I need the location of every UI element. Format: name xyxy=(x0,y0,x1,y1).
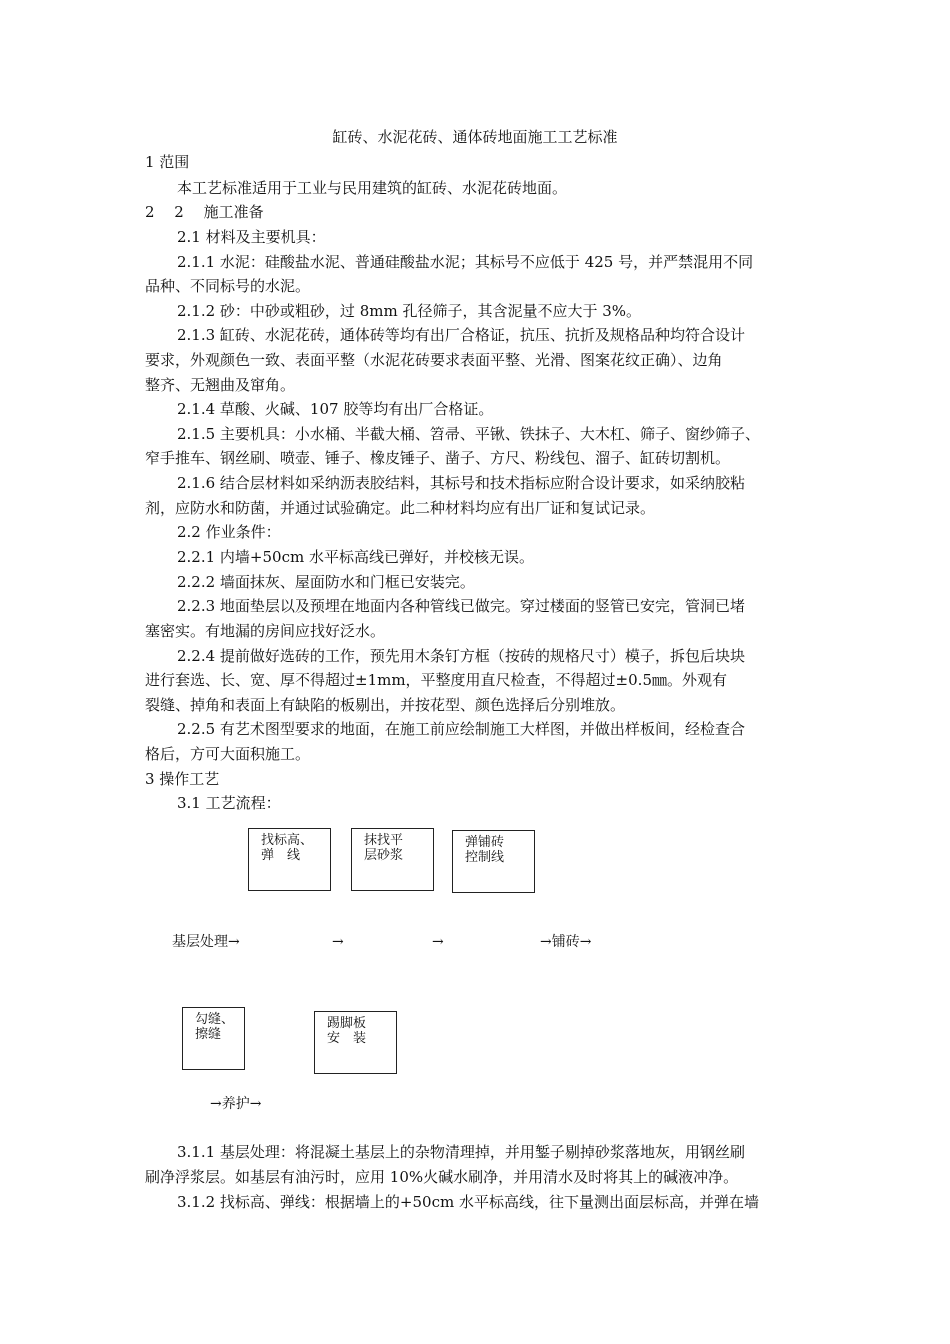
paragraph-line: 2.1.6 结合层材料如采纳沥表胶结料，其标号和技术指标应附合设计要求，如采纳胶粘 xyxy=(177,474,745,492)
paragraph-line: 3.1.1 基层处理：将混凝土基层上的杂物清理掉，并用錾子剔掉砂浆落地灰，用钢丝刷 xyxy=(177,1143,745,1161)
paragraph-line: 3.1.2 找标高、弹线：根据墙上的+50cm 水平标高线，往下量测出面层标高，并弹在墙 xyxy=(177,1193,759,1211)
paragraph-line: 窄手推车、钢丝刷、喷壶、锤子、橡皮锤子、凿子、方尺、粉线包、溜子、缸砖切割机。 xyxy=(145,449,731,467)
doc-title: 缸砖、水泥花砖、通体砖地面施工工艺标准 xyxy=(332,128,618,146)
paragraph-line: 剂，应防水和防菌，并通过试验确定。此二种材料均应有出厂证和复试记录。 xyxy=(145,499,656,517)
paragraph-line: 要求，外观颜色一致、表面平整（水泥花砖要求表面平整、光滑、图案花纹正确）、边角 xyxy=(145,351,723,369)
paragraph-line: 格后，方可大面积施工。 xyxy=(145,745,311,763)
flow-box-pointing xyxy=(182,1007,245,1070)
paragraph-line: 塞密实。有地漏的房间应找好泛水。 xyxy=(145,622,386,640)
flow-box-label: 找标高、 弹 线 xyxy=(261,833,314,863)
paragraph-line: 2.2.4 提前做好选砖的工作，预先用木条钉方框（按砖的规格尺寸）模子，拆包后块块 xyxy=(177,647,745,665)
section-heading: 3 操作工艺 xyxy=(145,770,220,788)
section-heading: 2 2 施工准备 xyxy=(145,203,264,221)
flow-step-curing: →养护→ xyxy=(210,1096,262,1112)
paragraph-line: 2.2.3 地面垫层以及预埋在地面内各种管线已做完。穿过楼面的竖管已安完，管洞已堵 xyxy=(177,597,745,615)
flow-box-control-line xyxy=(452,830,535,893)
paragraph-line: 本工艺标准适用于工业与民用建筑的缸砖、水泥花砖地面。 xyxy=(177,179,568,197)
subsection-heading: 2.2 作业条件： xyxy=(177,523,281,541)
paragraph-line: 2.1.3 缸砖、水泥花砖，通体砖等均有出厂合格证，抗压、抗折及规格品种均符合设计 xyxy=(177,326,745,344)
flow-box-label: 勾缝、 擦缝 xyxy=(195,1012,235,1042)
flow-start-base-treatment: 基层处理→ xyxy=(172,934,240,950)
flow-arrow: → xyxy=(432,934,444,950)
subsection-heading: 2.1 材料及主要机具： xyxy=(177,228,326,246)
flow-box-leveling-mortar xyxy=(351,828,434,891)
paragraph-line: 2.1.5 主要机具：小水桶、半截大桶、笤帚、平锹、铁抹子、大木杠、筛子、窗纱筛子、 xyxy=(177,425,760,443)
flow-box-label: 弹铺砖 控制线 xyxy=(465,835,505,865)
flow-box-label: 踢脚板 安 装 xyxy=(327,1016,367,1046)
paragraph-line: 进行套选、长、宽、厚不得超过±1mm，平整度用直尺检查，不得超过±0.5㎜。外观有 xyxy=(145,671,727,689)
flow-arrow: → xyxy=(332,934,344,950)
paragraph-line: 裂缝、掉角和表面上有缺陷的板剔出，并按花型、颜色选择后分别堆放。 xyxy=(145,696,626,714)
paragraph-line: 2.2.5 有艺术图型要求的地面，在施工前应绘制施工大样图，并做出样板间，经检查合 xyxy=(177,720,745,738)
paragraph-line: 品种、不同标号的水泥。 xyxy=(145,277,311,295)
paragraph-line: 2.1.1 水泥：硅酸盐水泥、普通硅酸盐水泥；其标号不应低于 425 号，并严禁混用不同 xyxy=(177,253,754,271)
paragraph-line: 2.1.4 草酸、火碱、107 胶等均有出厂合格证。 xyxy=(177,400,494,418)
paragraph-line: 刷净浮浆层。如基层有油污时，应用 10%火碱水刷净，并用清水及时将其上的碱液冲净。 xyxy=(145,1168,739,1186)
paragraph-line: 2.2.2 墙面抹灰、屋面防水和门框已安装完。 xyxy=(177,573,475,591)
flow-box-skirting xyxy=(314,1011,397,1074)
paragraph-line: 2.1.2 砂：中砂或粗砂，过 8mm 孔径筛子，其含泥量不应大于 3%。 xyxy=(177,302,642,320)
section-heading: 1 范围 xyxy=(145,153,190,171)
subsection-heading: 3.1 工艺流程： xyxy=(177,794,281,812)
paragraph-line: 2.2.1 内墙+50cm 水平标高线已弹好，并校核无误。 xyxy=(177,548,534,566)
paragraph-line: 整齐、无翘曲及窜角。 xyxy=(145,376,296,394)
flow-box-label: 抹找平 层砂浆 xyxy=(364,833,404,863)
flow-box-level-marking xyxy=(248,828,331,891)
flow-step-tiling: →铺砖→ xyxy=(540,934,592,950)
